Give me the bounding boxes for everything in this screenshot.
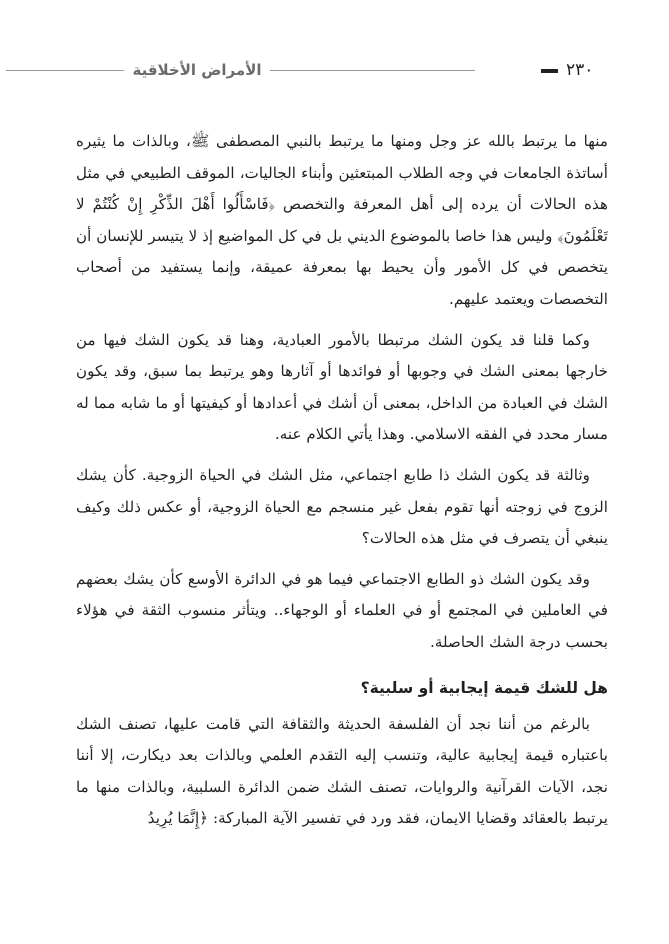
paragraph: وثالثة قد يكون الشك ذا طابع اجتماعي، مثل الشك في الحياة الزوجية. كأن يشك الزوج في زوجته أنها تقوم بفعل غير منسجم مع الحياة الزوجية، أو عكس ذلك وكيف ينبغي أن يتصرف في مثل هذه الحالات؟ [76,465,608,548]
paragraph: وكما قلنا قد يكون الشك مرتبطا بالأمور العبادية، وهنا قد يكون الشك فيها من خارجها بمعنى الشك في وجوبها أو فوائدها أو آثارها وهو يرتبط بما سبق، وقد يكون الشك في العبادة من الداخل، بمعنى أن أشك في أعدادها أو كيفيتها أو ما شابه مما له مسار محدد في الفقه الاسلامي. وهذا يأتي الكلام عنه. [76,330,608,444]
paragraph: بالرغم من أننا نجد أن الفلسفة الحديثة والثقافة التي قامت عليها، تصنف الشك باعتباره قيمة إيجابية عالية، وتنسب إليه التقدم العلمي وبالذات بعد ديكارت، إلا أننا نجد، الآيات القرآنية والروايات، تصنف الشك ضمن الدائرة السلبية، وبالذات منها ما يرتبط بالعقائد وقضايا الايمان، فقد ورد في تفسير الآية المباركة: ﴿إِنَّمَا يُرِيدُ [76,714,608,828]
running-header [0,56,669,84]
page-number-dash [541,69,558,73]
paragraph: وقد يكون الشك ذو الطابع الاجتماعي فيما هو في الدائرة الأوسع كأن يشك بعضهم في العاملين في المجتمع أو في العلماء أو الوجهاء.. ويتأثر منسوب الثقة في هؤلاء بحسب درجة الشك الحاصلة. [76,569,608,651]
section-heading: هل للشك قيمة إيجابية أو سلبية؟ [360,678,608,697]
body-text [76,126,608,835]
page-number: ٢٣٠ [566,60,594,80]
chapter-title: الأمراض الأخلاقية [132,61,262,79]
header-rule-right [270,70,475,71]
paragraph: منها ما يرتبط بالله عز وجل ومنها ما يرتبط بالنبي المصطفى ﷺ، وبالذات ما يثيره أساتذة الجامعات في وجه الطلاب المبتعثين وأبناء الجاليات، الموقف الطبيعي في مثل هذه الحالات أن يرده إلى أهل المعرفة والتخصص ﴿فَاسْأَلُوا أَهْلَ الذِّكْرِ إِنْ كُنْتُمْ لا تَعْلَمُونَ﴾ وليس هذا خاصا بالموضوع الديني بل في كل المواضيع إذ لا يتيسر للإنسان أن يتخصص في كل الأمور وأن يحيط بها بمعرفة عميقة، وإنما يستفيد من أصحاب التخصصات ويعتمد عليهم. [76,132,608,308]
header-rule-left [6,70,124,71]
